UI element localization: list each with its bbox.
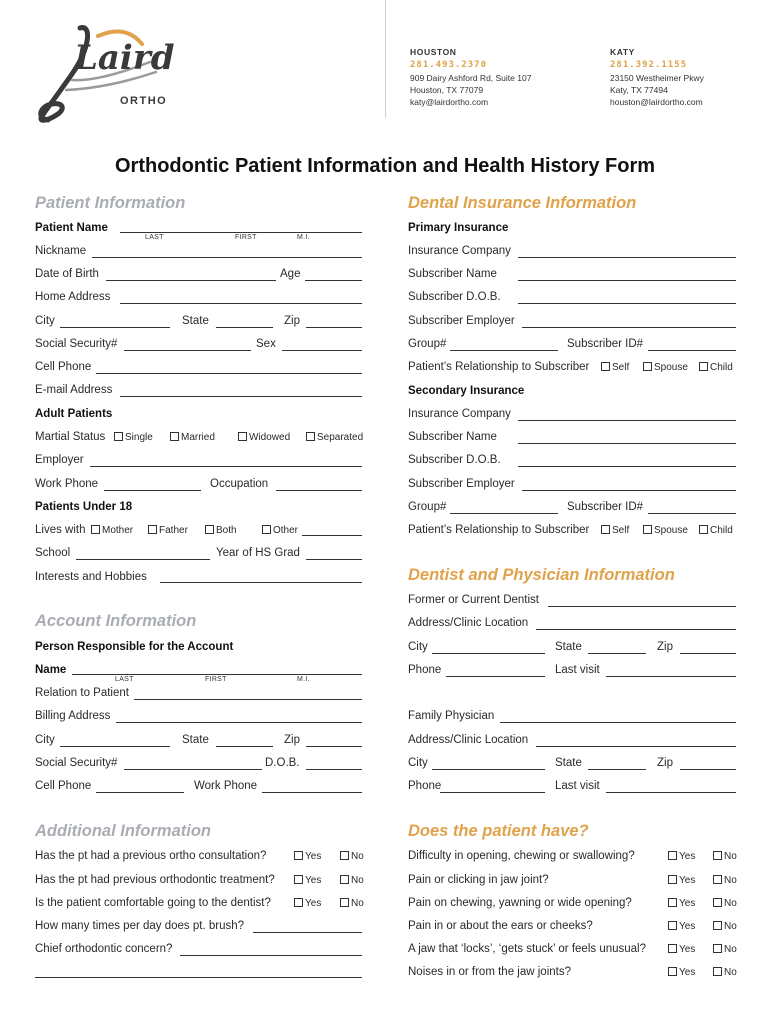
q-brush-label: How many times per day does pt. brush?	[35, 920, 245, 932]
billing-label: Billing Address	[35, 710, 111, 722]
p-address-field[interactable]	[536, 746, 736, 747]
symptom-no[interactable]: No	[713, 967, 737, 978]
s-sub-employer-field[interactable]	[522, 490, 736, 491]
lives-other-checkbox[interactable]: Other	[262, 525, 298, 536]
symptom-yes[interactable]: Yes	[668, 921, 695, 932]
p-state-field[interactable]	[588, 769, 646, 770]
sub-last: LAST	[115, 676, 134, 683]
checkbox-icon[interactable]	[699, 525, 708, 534]
dob-label: Date of Birth	[35, 268, 99, 280]
section-heading-dentist: Dentist and Physician Information	[408, 566, 675, 584]
d-zip-label: Zip	[657, 641, 673, 653]
checkbox-icon[interactable]	[668, 898, 677, 907]
symptom-yes[interactable]: Yes	[668, 967, 695, 978]
responsible-label: Person Responsible for the Account	[35, 641, 234, 653]
location-address2: Houston, TX 77079	[410, 85, 484, 95]
logo	[28, 22, 178, 130]
occupation-field[interactable]	[276, 490, 362, 491]
interests-field[interactable]	[160, 582, 362, 583]
marital-married-checkbox[interactable]: Married	[170, 432, 215, 443]
patient-name-field[interactable]	[120, 232, 362, 233]
email-label: E-mail Address	[35, 384, 113, 396]
account-work-field[interactable]	[262, 792, 362, 793]
s-sub-name-field[interactable]	[518, 443, 736, 444]
p-sub-dob-label: Subscriber D.O.B.	[408, 291, 501, 303]
p-sub-name-field[interactable]	[518, 280, 736, 281]
p-sub-name-label: Subscriber Name	[408, 268, 497, 280]
checkbox-icon[interactable]	[238, 432, 247, 441]
account-city-label: City	[35, 734, 55, 746]
ssn-field[interactable]	[124, 350, 251, 351]
s-sub-dob-label: Subscriber D.O.B.	[408, 454, 501, 466]
school-label: School	[35, 547, 71, 559]
symptom-yes[interactable]: Yes	[668, 875, 695, 886]
d-city-field[interactable]	[432, 653, 545, 654]
account-state-label: State	[182, 734, 209, 746]
checkbox-icon[interactable]	[643, 525, 652, 534]
symptom-label: A jaw that ‘locks’, ‘gets stuck’ or feels unusual?	[408, 943, 646, 955]
q-comfortable-yes[interactable]: Yes	[294, 898, 321, 909]
sex-field[interactable]	[282, 350, 362, 351]
location-address2: Katy, TX 77494	[610, 85, 668, 95]
checkbox-icon[interactable]	[668, 851, 677, 860]
checkbox-icon[interactable]	[91, 525, 100, 534]
account-name-label: Name	[35, 664, 67, 676]
symptom-label: Pain on chewing, yawning or wide opening?	[408, 897, 632, 909]
city-field[interactable]	[60, 327, 170, 328]
checkbox-icon[interactable]	[713, 875, 722, 884]
lives-both-checkbox[interactable]: Both	[205, 525, 237, 536]
location-city: HOUSTON	[410, 47, 457, 57]
former-dentist-label: Former or Current Dentist	[408, 594, 540, 606]
checkbox-icon[interactable]	[713, 967, 722, 976]
checkbox-icon[interactable]	[713, 921, 722, 930]
s-sub-employer-label: Subscriber Employer	[408, 478, 515, 490]
p-phone-field[interactable]	[440, 792, 545, 793]
physician-field[interactable]	[500, 722, 736, 723]
city-label: City	[35, 315, 55, 327]
checkbox-icon[interactable]	[340, 851, 349, 860]
s-sub-name-label: Subscriber Name	[408, 431, 497, 443]
checkbox-icon[interactable]	[668, 875, 677, 884]
symptom-no[interactable]: No	[713, 875, 737, 886]
q-brush-field[interactable]	[253, 932, 362, 933]
account-work-label: Work Phone	[194, 780, 258, 792]
lives-mother-checkbox[interactable]: Mother	[91, 525, 133, 536]
hs-grad-label: Year of HS Grad	[216, 547, 300, 559]
account-ssn-label: Social Security#	[35, 757, 118, 769]
checkbox-icon[interactable]	[668, 967, 677, 976]
symptom-label: Pain in or about the ears or cheeks?	[408, 920, 593, 932]
d-phone-label: Phone	[408, 664, 442, 676]
q-concern-label: Chief orthodontic concern?	[35, 943, 173, 955]
symptom-no[interactable]: No	[713, 898, 737, 909]
p-sub-dob-field[interactable]	[518, 303, 736, 304]
nickname-label: Nickname	[35, 245, 87, 257]
sub-last: LAST	[145, 234, 164, 241]
symptom-yes[interactable]: Yes	[668, 898, 695, 909]
s-group-label: Group#	[408, 501, 447, 513]
interests-label: Interests and Hobbies	[35, 571, 147, 583]
checkbox-icon[interactable]	[170, 432, 179, 441]
sub-first: FIRST	[235, 234, 257, 241]
hs-grad-field[interactable]	[306, 559, 362, 560]
d-state-label: State	[555, 641, 582, 653]
email-field[interactable]	[120, 396, 362, 397]
location-phone[interactable]: 281.493.2370	[410, 60, 488, 70]
q-prev-consult-no[interactable]: No	[340, 851, 364, 862]
nickname-field[interactable]	[92, 257, 362, 258]
d-zip-field[interactable]	[680, 653, 736, 654]
marital-single-checkbox[interactable]: Single	[114, 432, 153, 443]
sub-mi: M.I.	[297, 234, 310, 241]
home-address-field[interactable]	[120, 303, 362, 304]
symptom-no[interactable]: No	[713, 851, 737, 862]
section-heading-patient-have: Does the patient have?	[408, 822, 589, 840]
symptom-label: Noises in or from the jaw joints?	[408, 966, 571, 978]
account-city-field[interactable]	[60, 746, 170, 747]
checkbox-icon[interactable]	[601, 362, 610, 371]
p-city-label: City	[408, 757, 428, 769]
p-rel-child-checkbox[interactable]: Child	[699, 362, 733, 373]
checkbox-icon[interactable]	[699, 362, 708, 371]
d-address-label: Address/Clinic Location	[408, 617, 529, 629]
logo-wordmark: ORTHO	[120, 95, 168, 107]
s-sub-id-label: Subscriber ID#	[567, 501, 644, 513]
physician-label: Family Physician	[408, 710, 495, 722]
account-zip-field[interactable]	[306, 746, 362, 747]
s-relationship-label: Patient’s Relationship to Subscriber	[408, 524, 590, 536]
p-zip-label: Zip	[657, 757, 673, 769]
s-group-field[interactable]	[450, 513, 558, 514]
section-heading-patient: Patient Information	[35, 194, 186, 212]
home-address-label: Home Address	[35, 291, 111, 303]
s-company-label: Insurance Company	[408, 408, 511, 420]
s-rel-spouse-checkbox[interactable]: Spouse	[643, 525, 688, 536]
d-address-field[interactable]	[536, 629, 736, 630]
sex-label: Sex	[256, 338, 276, 350]
checkbox-icon[interactable]	[713, 898, 722, 907]
lives-with-label: Lives with	[35, 524, 86, 536]
marital-separated-checkbox[interactable]: Separated	[306, 432, 363, 443]
q-comfortable-no[interactable]: No	[340, 898, 364, 909]
header-divider	[385, 0, 386, 118]
location-address1: 909 Dairy Ashford Rd, Suite 107	[410, 73, 532, 83]
checkbox-icon[interactable]	[643, 362, 652, 371]
account-dob-field[interactable]	[306, 769, 362, 770]
p-relationship-label: Patient’s Relationship to Subscriber	[408, 361, 590, 373]
p-zip-field[interactable]	[680, 769, 736, 770]
s-sub-dob-field[interactable]	[518, 466, 736, 467]
checkbox-icon[interactable]	[340, 898, 349, 907]
age-label: Age	[280, 268, 301, 280]
checkbox-icon[interactable]	[668, 921, 677, 930]
location-phone[interactable]: 281.392.1155	[610, 60, 688, 70]
d-last-visit-label: Last visit	[555, 664, 600, 676]
symptom-label: Difficulty in opening, chewing or swallowing?	[408, 850, 635, 862]
relation-label: Relation to Patient	[35, 687, 129, 699]
school-field[interactable]	[76, 559, 210, 560]
p-last-visit-label: Last visit	[555, 780, 600, 792]
q-prev-treatment-yes[interactable]: Yes	[294, 875, 321, 886]
age-field[interactable]	[305, 280, 362, 281]
account-ssn-field[interactable]	[124, 769, 262, 770]
relation-field[interactable]	[134, 699, 362, 700]
occupation-label: Occupation	[210, 478, 269, 490]
adult-patients-label: Adult Patients	[35, 408, 113, 420]
former-dentist-field[interactable]	[548, 606, 736, 607]
state-field[interactable]	[216, 327, 273, 328]
p-state-label: State	[555, 757, 582, 769]
section-heading-additional: Additional Information	[35, 822, 211, 840]
q-comfortable-label: Is the patient comfortable going to the dentist?	[35, 897, 271, 909]
checkbox-icon[interactable]	[205, 525, 214, 534]
p-group-field[interactable]	[450, 350, 558, 351]
zip-label: Zip	[284, 315, 300, 327]
marital-widowed-checkbox[interactable]: Widowed	[238, 432, 290, 443]
d-state-field[interactable]	[588, 653, 646, 654]
cell-phone-field[interactable]	[96, 373, 362, 374]
p-phone-label: Phone	[408, 780, 442, 792]
p-last-visit-field[interactable]	[606, 792, 736, 793]
account-cell-label: Cell Phone	[35, 780, 92, 792]
dob-field[interactable]	[106, 280, 276, 281]
form-title: Orthodontic Patient Information and Health History Form	[114, 155, 656, 177]
lives-other-field[interactable]	[302, 535, 362, 536]
checkbox-icon[interactable]	[262, 525, 271, 534]
location-email[interactable]: katy@lairdortho.com	[410, 97, 489, 107]
checkbox-icon[interactable]	[668, 944, 677, 953]
symptom-no[interactable]: No	[713, 921, 737, 932]
p-sub-employer-field[interactable]	[522, 327, 736, 328]
checkbox-icon[interactable]	[340, 875, 349, 884]
checkbox-icon[interactable]	[713, 851, 722, 860]
p-company-label: Insurance Company	[408, 245, 511, 257]
patient-name-label: Patient Name	[35, 222, 108, 234]
secondary-insurance-label: Secondary Insurance	[408, 385, 525, 397]
symptom-no[interactable]: No	[713, 944, 737, 955]
account-dob-label: D.O.B.	[265, 757, 300, 769]
p-rel-self-checkbox[interactable]: Self	[601, 362, 629, 373]
primary-insurance-label: Primary Insurance	[408, 222, 509, 234]
q-prev-treatment-label: Has the pt had previous orthodontic treatment?	[35, 874, 275, 886]
p-company-field[interactable]	[518, 257, 736, 258]
symptom-yes[interactable]: Yes	[668, 944, 695, 955]
q-concern-field-2[interactable]	[35, 977, 362, 978]
location-address1: 23150 Westheimer Pkwy	[610, 73, 704, 83]
billing-field[interactable]	[116, 722, 362, 723]
p-sub-id-label: Subscriber ID#	[567, 338, 644, 350]
s-rel-self-checkbox[interactable]: Self	[601, 525, 629, 536]
checkbox-icon[interactable]	[601, 525, 610, 534]
zip-field[interactable]	[306, 327, 362, 328]
checkbox-icon[interactable]	[294, 851, 303, 860]
employer-label: Employer	[35, 454, 84, 466]
section-heading-account: Account Information	[35, 612, 197, 630]
employer-field[interactable]	[90, 466, 362, 467]
s-rel-child-checkbox[interactable]: Child	[699, 525, 733, 536]
s-sub-id-field[interactable]	[648, 513, 736, 514]
q-prev-treatment-no[interactable]: No	[340, 875, 364, 886]
checkbox-icon[interactable]	[294, 875, 303, 884]
account-name-field[interactable]	[72, 674, 362, 675]
checkbox-icon[interactable]	[306, 432, 315, 441]
under-18-label: Patients Under 18	[35, 501, 133, 513]
ssn-label: Social Security#	[35, 338, 118, 350]
p-sub-id-field[interactable]	[648, 350, 736, 351]
work-phone-label: Work Phone	[35, 478, 99, 490]
account-zip-label: Zip	[284, 734, 300, 746]
location-email[interactable]: houston@lairdortho.com	[610, 97, 703, 107]
d-last-visit-field[interactable]	[606, 676, 736, 677]
sub-first: FIRST	[205, 676, 227, 683]
sub-mi: M.I.	[297, 676, 310, 683]
location-city: KATY	[610, 47, 635, 57]
q-prev-consult-label: Has the pt had a previous ortho consultation?	[35, 850, 267, 862]
account-cell-field[interactable]	[96, 792, 184, 793]
section-heading-insurance: Dental Insurance Information	[408, 194, 637, 212]
q-concern-field[interactable]	[180, 955, 362, 956]
p-group-label: Group#	[408, 338, 447, 350]
symptom-yes[interactable]: Yes	[668, 851, 695, 862]
s-company-field[interactable]	[518, 420, 736, 421]
q-prev-consult-yes[interactable]: Yes	[294, 851, 321, 862]
lives-father-checkbox[interactable]: Father	[148, 525, 188, 536]
checkbox-icon[interactable]	[294, 898, 303, 907]
work-phone-field[interactable]	[104, 490, 201, 491]
checkbox-icon[interactable]	[148, 525, 157, 534]
marital-status-label: Martial Status	[35, 431, 106, 443]
cell-phone-label: Cell Phone	[35, 361, 92, 373]
account-state-field[interactable]	[216, 746, 273, 747]
p-sub-employer-label: Subscriber Employer	[408, 315, 515, 327]
state-label: State	[182, 315, 209, 327]
p-rel-spouse-checkbox[interactable]: Spouse	[643, 362, 688, 373]
logo-script: Laird	[74, 38, 175, 78]
checkbox-icon[interactable]	[114, 432, 123, 441]
symptom-label: Pain or clicking in jaw joint?	[408, 874, 549, 886]
d-phone-field[interactable]	[446, 676, 545, 677]
d-city-label: City	[408, 641, 428, 653]
p-address-label: Address/Clinic Location	[408, 734, 529, 746]
p-city-field[interactable]	[432, 769, 545, 770]
checkbox-icon[interactable]	[713, 944, 722, 953]
